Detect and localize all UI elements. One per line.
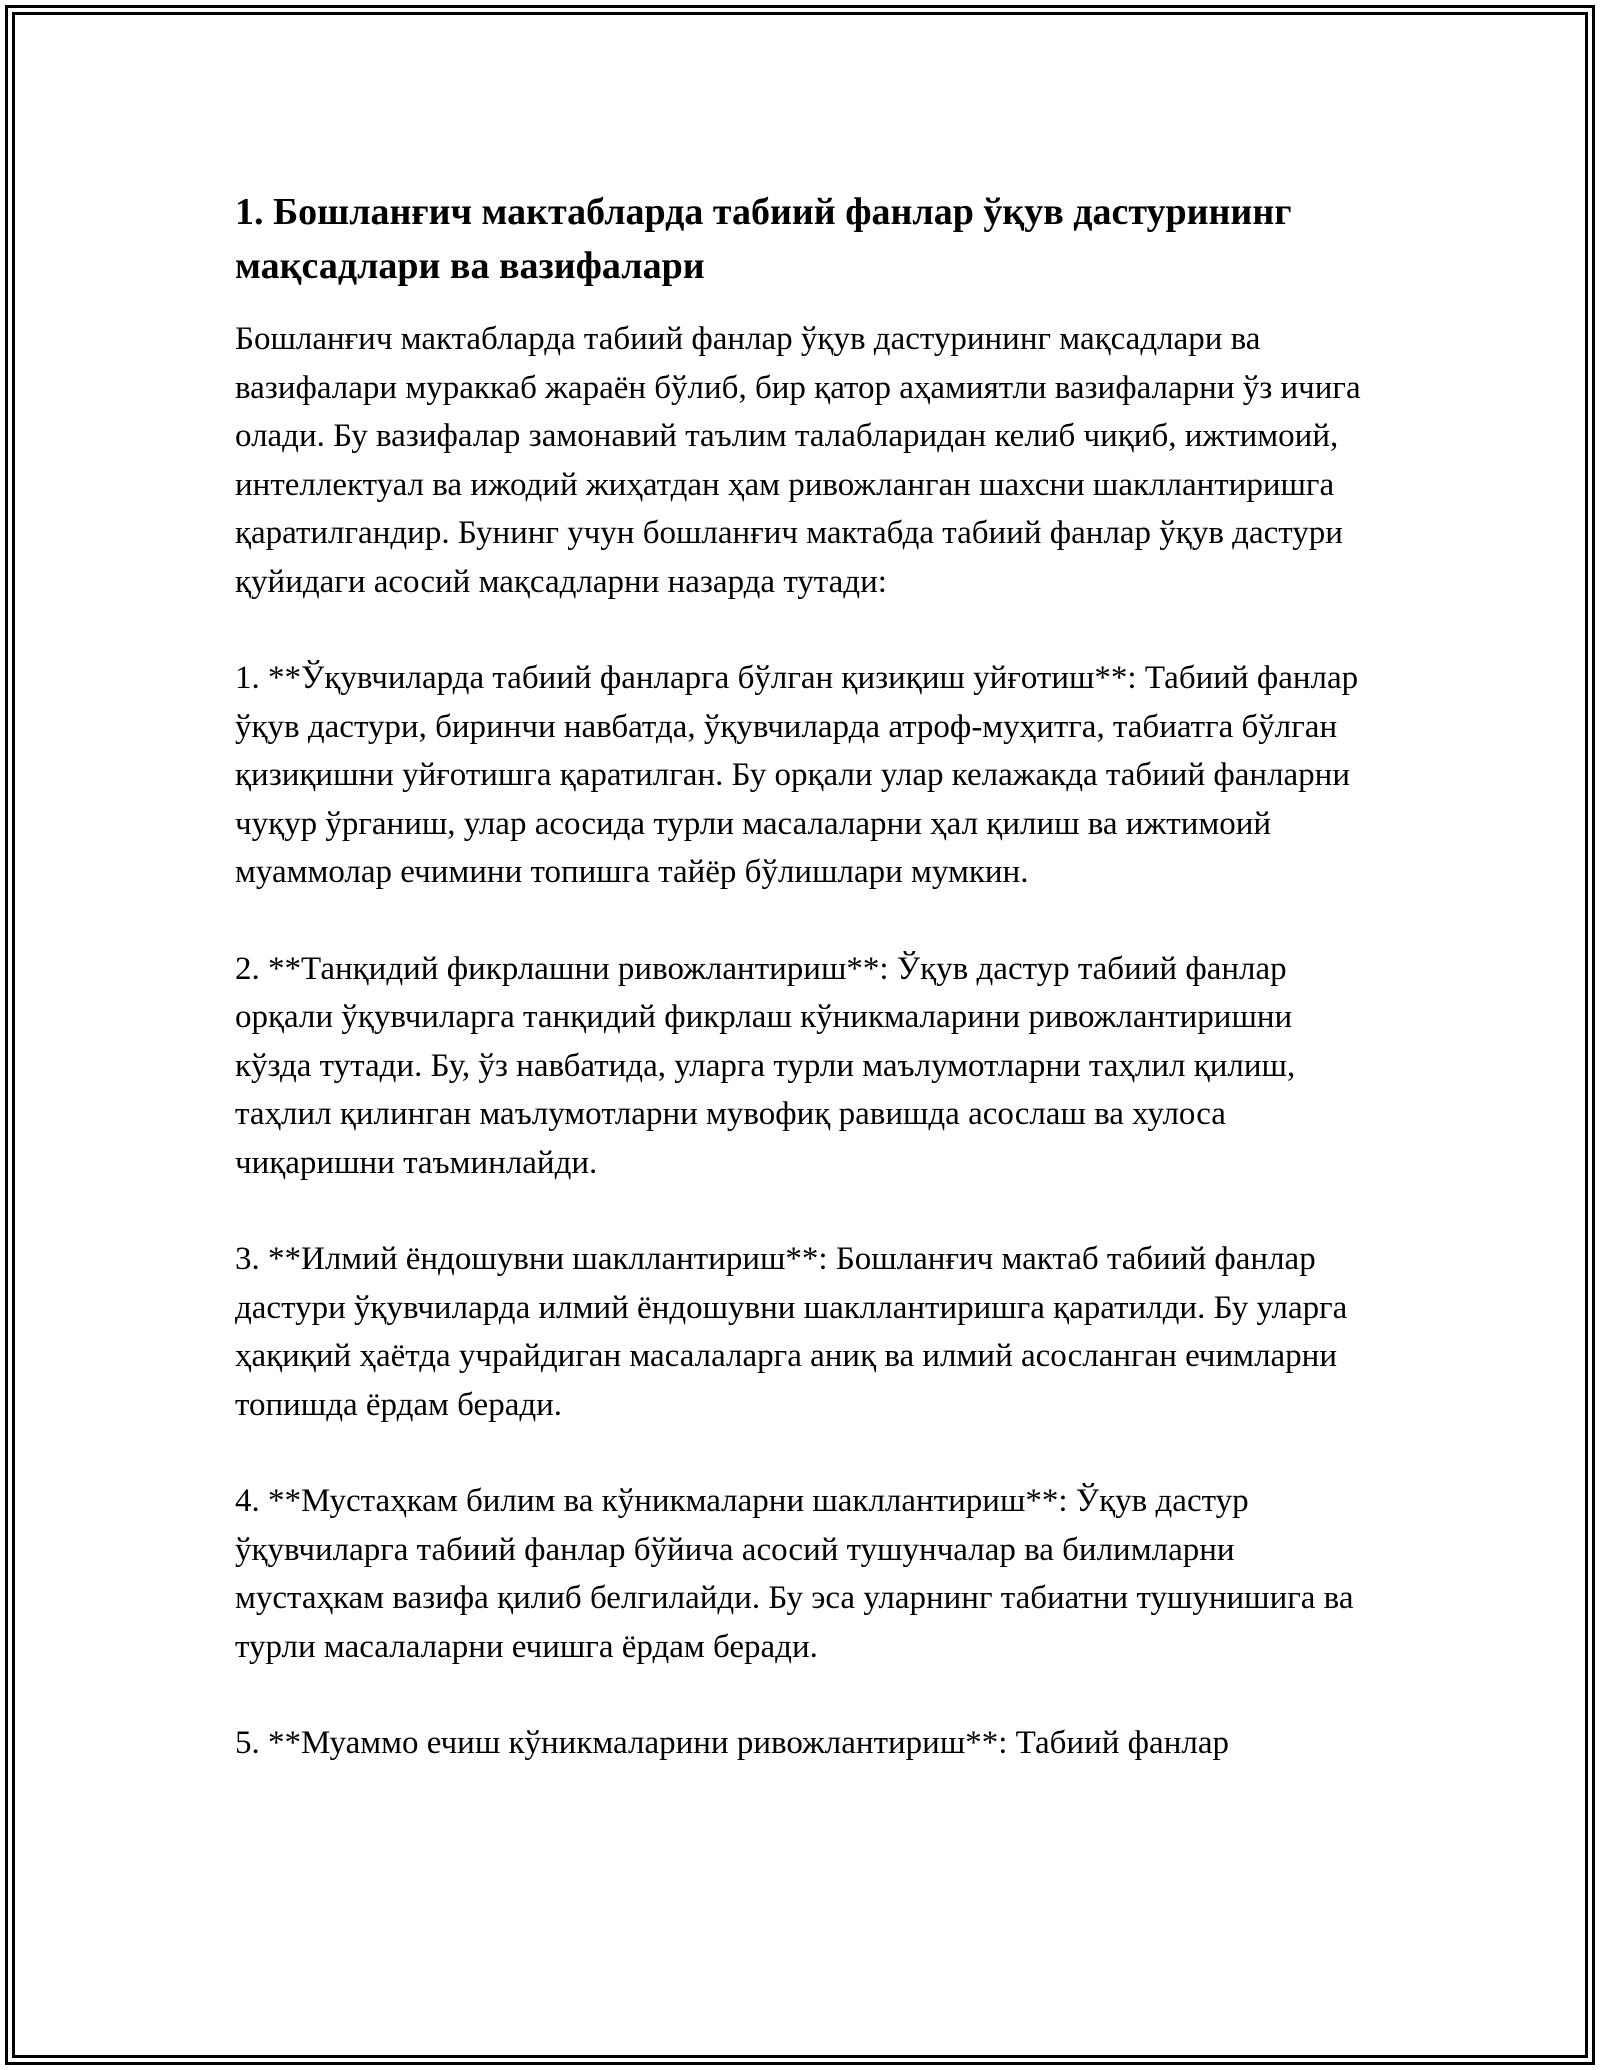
list-item-paragraph: 5. **Муаммо ечиш кўникмаларини ривожлантириш**: Табиий фанлар — [235, 1725, 1229, 1761]
list-item-paragraph: 1. **Ўқувчиларда табиий фанларга бўлган қизиқиш уйғотиш**: Табиий фанлар ўқув дастури, биринчи навбатда, ўқувчиларда атроф-муҳитга, табиатга бўлган қизиқишни уйғотишга қаратилган. Бу орқали улар келажакда табиий фанларни чуқур ўрганиш, улар асосида турли масалаларни ҳал қилиш ва ижтимоий муаммолар ечимини топишга тайёр бўлишлари мумкин. — [235, 660, 1359, 890]
list-item-paragraph: 2. **Танқидий фикрлашни ривожлантириш**: Ўқув дастур табиий фанлар орқали ўқувчиларга танқидий фикрлаш кўникмаларини ривожлантиришни кўзда тутади. Бу, ўз навбатида, уларга турли маълумотларни таҳлил қилиш, таҳлил қилинган маълумотларни мувофиқ равишда асослаш ва хулоса чиқаришни таъминлайди. — [235, 950, 1296, 1181]
intro-paragraph: Бошланғич мактабларда табиий фанлар ўқув дастурининг мақсадлари ва вазифалари мураккаб жараён бўлиб, бир қатор аҳамиятли вазифаларни ўз ичига олади. Бу вазифалар замонавий таълим талабларидан келиб чиқиб, ижтимоий, интеллектуал ва ижодий жиҳатдан ҳам ривожланган шахсни шакллантиришга қаратилгандир. Бунинг учун бошланғич мактабда табиий фанлар ўқув дастури қуйидаги асосий мақсадларни назарда тутади: — [235, 321, 1361, 600]
document-body — [235, 185, 1375, 1768]
section-heading: 1. Бошланғич мактабларда табиий фанлар ўқув дастурининг мақсадлари ва вазифалари — [235, 191, 1292, 287]
list-item-paragraph: 4. **Мустаҳкам билим ва кўникмаларни шакллантириш**: Ўқув дастур ўқувчиларга табиий фанлар бўйича асосий тушунчалар ва билимларни мустаҳкам вазифа қилиб белгилайди. Бу эса уларнинг табиатни тушунишига ва турли масалаларни ечишга ёрдам беради. — [235, 1483, 1354, 1665]
list-item-paragraph: 3. **Илмий ёндошувни шакллантириш**: Бошланғич мактаб табиий фанлар дастури ўқувчиларда илмий ёндошувни шакллантиришга қаратилди. Бу уларга ҳақиқий ҳаётда учрайдиган масалаларга аниқ ва илмий асосланган ечимларни топишда ёрдам беради. — [235, 1241, 1348, 1423]
